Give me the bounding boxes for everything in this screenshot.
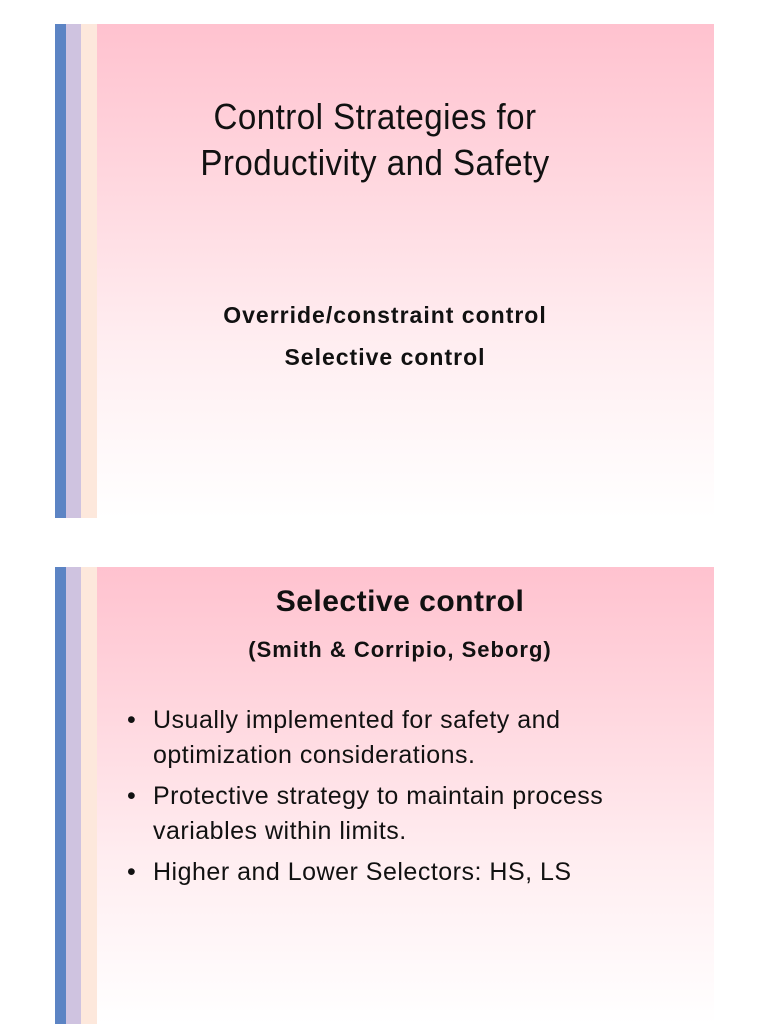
bullet-icon: • [127, 782, 137, 810]
slide-subtitle-line: Override/constraint control [223, 302, 547, 328]
slide-2 [55, 567, 714, 1024]
bullet-icon: • [127, 858, 137, 886]
slide-citation: (Smith & Corripio, Seborg) [248, 637, 552, 662]
slide-subtitle [115, 294, 655, 378]
bullet-text: Higher and Lower Selectors: HS, LS [153, 858, 572, 886]
bullet-item [127, 855, 687, 890]
slide-stripe-peach [81, 24, 97, 518]
bullet-text: Usually implemented for safety and optimization considerations. [153, 706, 561, 769]
slide-stripe-blue [55, 567, 66, 1024]
slide-title-line: Productivity and Safety [200, 142, 550, 183]
slide-title [136, 94, 614, 186]
bullet-item [127, 703, 687, 773]
slide-stripe-lavender [66, 24, 81, 518]
slide-title-line: Control Strategies for [213, 96, 537, 137]
bullet-item [127, 779, 687, 849]
bullet-list [127, 703, 687, 896]
bullet-icon: • [127, 706, 137, 734]
bullet-text: Protective strategy to maintain process variables within limits. [153, 782, 604, 845]
slide-1 [55, 24, 714, 518]
slide-subtitle-line: Selective control [284, 344, 486, 370]
slide-stripe-lavender [66, 567, 81, 1024]
slide-stripe-blue [55, 24, 66, 518]
slide-stripe-peach [81, 567, 97, 1024]
slide-title: Selective control [275, 585, 525, 618]
